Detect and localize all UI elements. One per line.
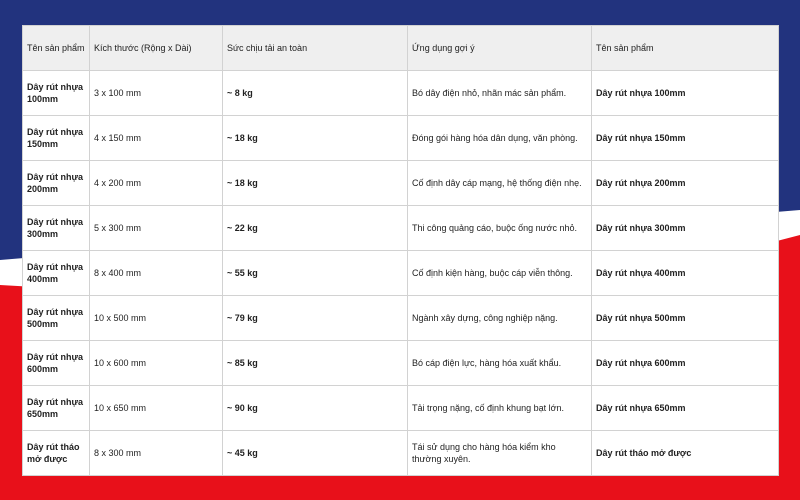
cell-suggested-use: Cố định dây cáp mạng, hệ thống điện nhẹ.	[408, 161, 592, 206]
table-row	[23, 116, 779, 161]
cell-product-name-2: Dây rút nhựa 400mm	[592, 251, 779, 296]
cell-suggested-use: Bó dây điện nhỏ, nhãn mác sản phẩm.	[408, 71, 592, 116]
cell-load-capacity: ~ 18 kg	[223, 161, 408, 206]
cell-product-name-2: Dây rút nhựa 300mm	[592, 206, 779, 251]
cell-product-name-2: Dây rút nhựa 500mm	[592, 296, 779, 341]
cell-product-name: Dây rút nhựa 100mm	[23, 71, 90, 116]
table-row	[23, 341, 779, 386]
cell-size: 4 x 150 mm	[90, 116, 223, 161]
cell-load-capacity: ~ 22 kg	[223, 206, 408, 251]
cell-product-name: Dây rút nhựa 650mm	[23, 386, 90, 431]
cell-size: 5 x 300 mm	[90, 206, 223, 251]
table-row	[23, 386, 779, 431]
cell-load-capacity: ~ 79 kg	[223, 296, 408, 341]
cell-load-capacity: ~ 90 kg	[223, 386, 408, 431]
cell-product-name-2: Dây rút nhựa 600mm	[592, 341, 779, 386]
cell-product-name: Dây rút nhựa 600mm	[23, 341, 90, 386]
cell-load-capacity: ~ 18 kg	[223, 116, 408, 161]
cell-product-name-2: Dây rút nhựa 150mm	[592, 116, 779, 161]
cell-load-capacity: ~ 8 kg	[223, 71, 408, 116]
cell-product-name: Dây rút nhựa 200mm	[23, 161, 90, 206]
table-row	[23, 161, 779, 206]
cell-suggested-use: Ngành xây dựng, công nghiệp nặng.	[408, 296, 592, 341]
cell-product-name: Dây rút nhựa 400mm	[23, 251, 90, 296]
cell-size: 10 x 500 mm	[90, 296, 223, 341]
cell-load-capacity: ~ 55 kg	[223, 251, 408, 296]
cell-suggested-use: Thi công quảng cáo, buộc ống nước nhỏ.	[408, 206, 592, 251]
cell-product-name: Dây rút nhựa 300mm	[23, 206, 90, 251]
cell-suggested-use: Cố định kiện hàng, buộc cáp viễn thông.	[408, 251, 592, 296]
header-size: Kích thước (Rộng x Dài)	[90, 26, 223, 71]
table-row	[23, 296, 779, 341]
cell-load-capacity: ~ 85 kg	[223, 341, 408, 386]
cell-product-name: Dây rút nhựa 150mm	[23, 116, 90, 161]
cell-product-name-2: Dây rút nhựa 100mm	[592, 71, 779, 116]
table-row	[23, 251, 779, 296]
cell-size: 8 x 300 mm	[90, 431, 223, 476]
header-load-capacity: Sức chịu tải an toàn	[223, 26, 408, 71]
cell-suggested-use: Bó cáp điện lực, hàng hóa xuất khẩu.	[408, 341, 592, 386]
cable-tie-spec-table	[22, 25, 779, 476]
table-row	[23, 206, 779, 251]
cell-product-name-2: Dây rút nhựa 200mm	[592, 161, 779, 206]
cell-suggested-use: Tái sử dụng cho hàng hóa kiểm kho thường xuyên.	[408, 431, 592, 476]
cell-size: 4 x 200 mm	[90, 161, 223, 206]
cell-product-name-2: Dây rút nhựa 650mm	[592, 386, 779, 431]
cell-load-capacity: ~ 45 kg	[223, 431, 408, 476]
table-header-row	[23, 26, 779, 71]
header-suggested-use: Ứng dụng gợi ý	[408, 26, 592, 71]
cell-size: 10 x 600 mm	[90, 341, 223, 386]
cell-suggested-use: Đóng gói hàng hóa dân dụng, văn phòng.	[408, 116, 592, 161]
table-row	[23, 431, 779, 476]
cell-size: 8 x 400 mm	[90, 251, 223, 296]
cell-product-name: Dây rút nhựa 500mm	[23, 296, 90, 341]
cell-suggested-use: Tải trọng nặng, cố định khung bạt lớn.	[408, 386, 592, 431]
cell-product-name-2: Dây rút tháo mở được	[592, 431, 779, 476]
cell-size: 3 x 100 mm	[90, 71, 223, 116]
header-product-name-2: Tên sản phẩm	[592, 26, 779, 71]
header-product-name: Tên sản phẩm	[23, 26, 90, 71]
cell-size: 10 x 650 mm	[90, 386, 223, 431]
table-row	[23, 71, 779, 116]
cell-product-name: Dây rút tháo mở được	[23, 431, 90, 476]
